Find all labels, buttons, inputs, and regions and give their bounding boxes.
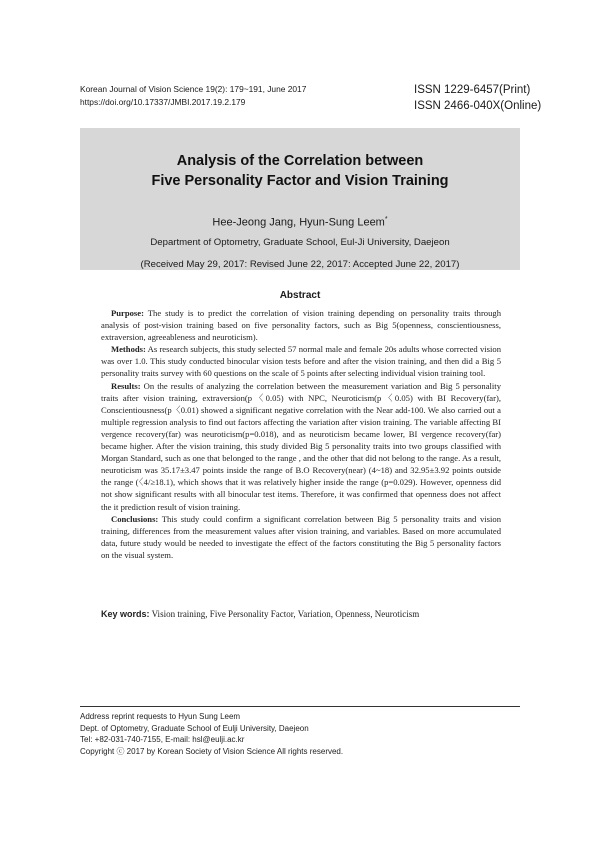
abstract-purpose	[101, 307, 501, 343]
authors	[80, 213, 520, 230]
journal-line: Korean Journal of Vision Science 19(2): 179~191, June 2017	[80, 84, 307, 94]
results-text: On the results of analyzing the correlation between the measurement variation and Big 5 personality traits after vision training, extraversion(p〈0.05) with NPC, Neuroticism(p〈0.05) with BI Recovery(far), Conscientiousness(p〈0.01) showed a significant negative correlation with the Near add-100. We also carried out a multiple regression analysis to find out factors affecting the variation after vision training. The variable affecting BI vergence recovery(far) was neuroticism(p=0.018), and as neuroticism became lower, BI vergence recovery(far) became higher. After the vision training, this study divided Big 5 personality traits into two groups classified with Morgan Standard, such as one that belonged to the range , and the other that did not belong to the range. As a result, neuroticism was 35.17±3.47 points inside the range of B.O Recovery(near) (4~18) and 32.95±3.92 points outside the range (〈4/≥18.1), which shows that it was relatively higher inside the range (p=0.029). However, openness did not show significant results with all binocular test items. Therefore, it was confirmed that openness does not affect the it prediction result of vision training.	[101, 380, 501, 512]
purpose-label: Purpose:	[111, 308, 144, 318]
abstract-results	[101, 380, 501, 513]
footnote-divider	[80, 706, 520, 707]
keywords-label: Key words:	[101, 609, 150, 619]
issn-online: ISSN 2466-040X(Online)	[414, 100, 542, 112]
footnote-reprint: Address reprint requests to Hyun Sung Leem	[80, 712, 241, 721]
title-line-2: Five Personality Factor and Vision Training	[151, 172, 449, 189]
keywords-text: Vision training, Five Personality Factor, Variation, Openness, Neuroticism	[149, 609, 420, 619]
corresponding-author-mark: *	[384, 216, 388, 223]
journal-citation	[80, 83, 306, 108]
author-names: Hee-Jeong Jang, Hyun-Sung Leem	[212, 216, 385, 229]
methods-label: Methods:	[111, 344, 146, 355]
doi-line[interactable]: https://doi.org/10.17337/JMBI.2017.19.2.179	[80, 96, 246, 107]
title-box	[80, 128, 520, 270]
keywords	[101, 609, 521, 619]
abstract-heading: Abstract	[279, 290, 321, 301]
issn-block	[414, 82, 541, 114]
issn-print: ISSN 1229-6457(Print)	[414, 84, 531, 96]
footnote-contact[interactable]: Tel: +82-031-740-7155, E-mail: hsl@eulji.ac.kr	[80, 735, 245, 745]
conclusions-label: Conclusions:	[111, 513, 159, 524]
footnote	[80, 711, 343, 758]
footnote-dept: Dept. of Optometry, Graduate School of Eulji University, Daejeon	[80, 723, 309, 733]
paper-title	[80, 152, 520, 191]
affiliation: Department of Optometry, Graduate School, Eul-Ji University, Daejeon	[150, 236, 450, 248]
conclusions-text: This study could confirm a significant correlation between Big 5 personality traits and vision training, differences from the measurement values after vision training, and variables. Based on more accumulated data, future study would be needed to investigate the effect of the factors constituting the Big 5 personality factors on the visual system.	[101, 513, 501, 560]
purpose-text: The study is to predict the correlation of vision training depending on personality traits through analysis of post-vision training based on five personality factors, such as Big 5(openness, conscientiousness, extraversion, agreeableness and neuroticism).	[101, 308, 501, 343]
received-dates: (Received May 29, 2017: Revised June 22, 2017: Accepted June 22, 2017)	[140, 258, 460, 270]
results-label: Results:	[111, 380, 141, 391]
abstract-body	[101, 307, 501, 561]
footnote-copyright: Copyright ⓒ 2017 by Korean Society of Vision Science All rights reserved.	[80, 747, 344, 757]
methods-text: As research subjects, this study selected 57 normal male and female 20s adults whose corrected vision was over 1.0. This study conducted binocular vision tests before and after the vision training, and then did a Big 5 personality traits survey with 60 questions on the scale of 5 points after selecting individual vision training tool.	[101, 344, 501, 379]
abstract-conclusions	[101, 513, 501, 561]
title-line-1: Analysis of the Correlation between	[176, 153, 424, 169]
abstract-methods	[101, 343, 501, 379]
